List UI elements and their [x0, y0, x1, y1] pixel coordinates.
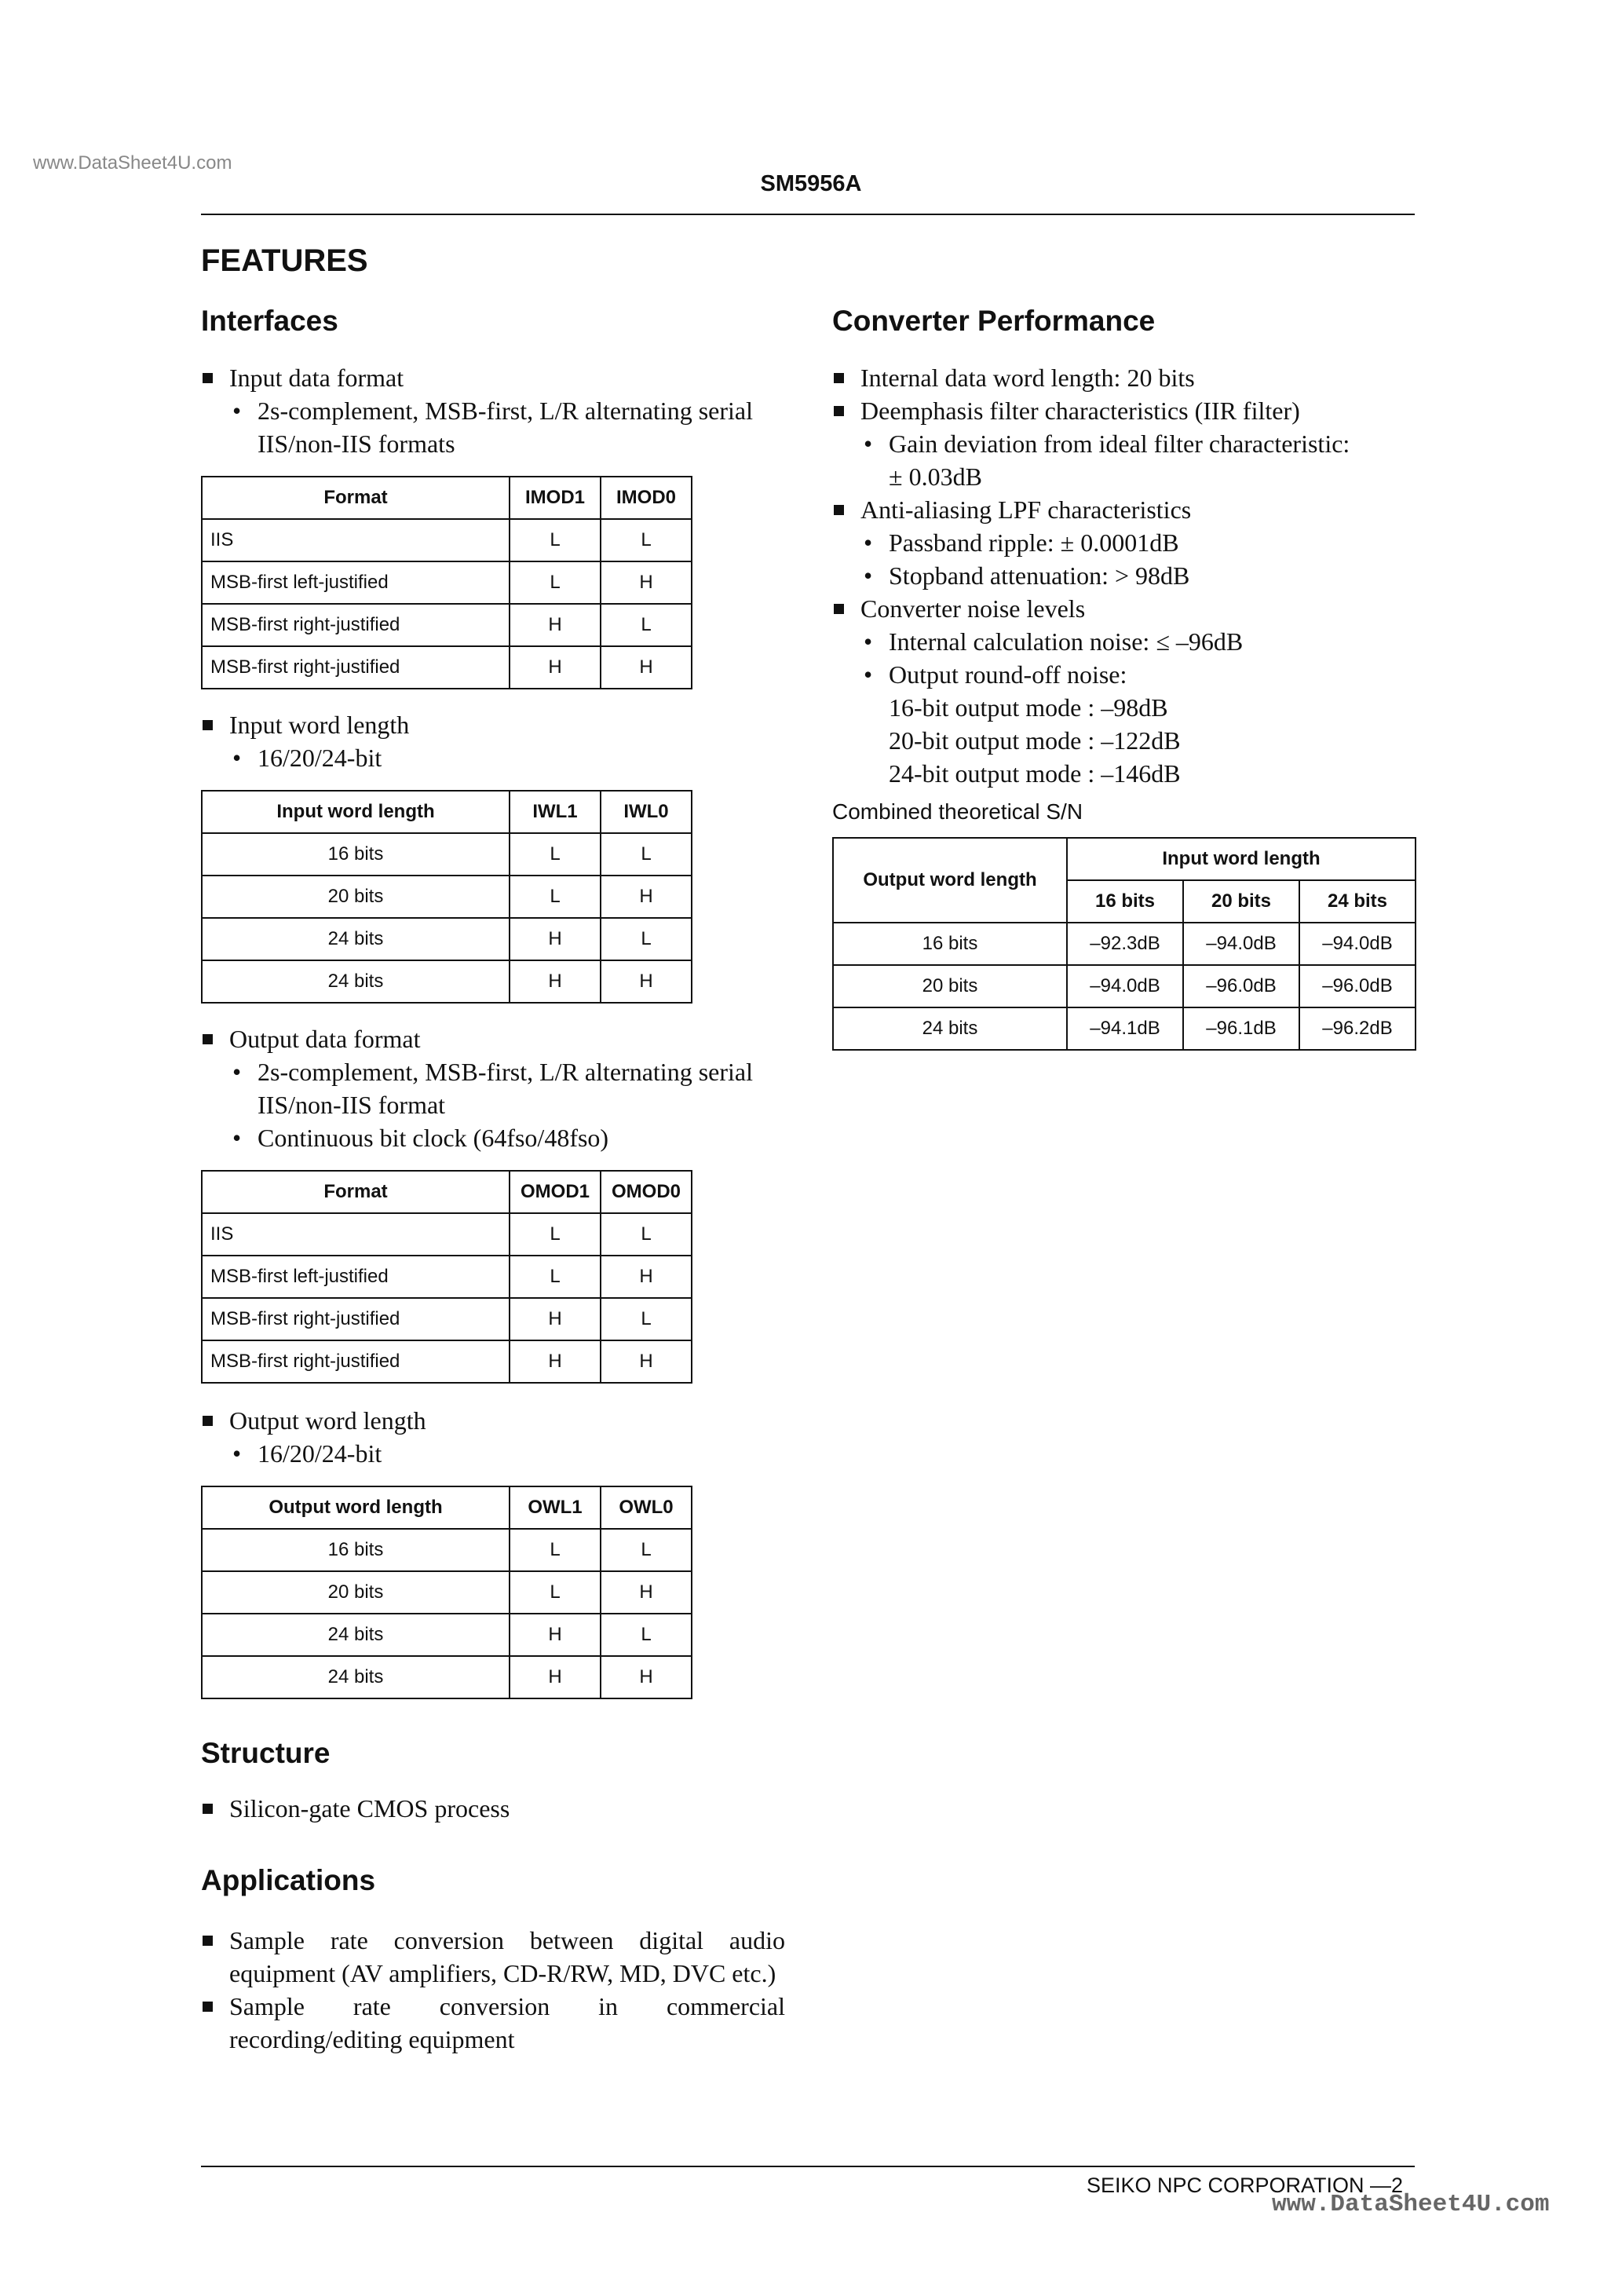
- dot-bullet-icon: •: [232, 397, 242, 425]
- dot-bullet-icon: •: [232, 1058, 242, 1086]
- square-bullet-icon: [203, 373, 213, 383]
- list-item: Sample rate conversion between digital audio equipment (AV amplifiers, CD-R/RW, MD, DVC etc.): [201, 1924, 785, 1990]
- square-bullet-icon: [203, 1416, 213, 1426]
- structure-list: [201, 1792, 785, 1825]
- footer-text: SEIKO NPC CORPORATION —2: [1087, 2174, 1404, 2197]
- dot-bullet-icon: •: [864, 561, 873, 590]
- list-item: Deemphasis filter characteristics (IIR filter) • Gain deviation from ideal filter characteristic: ± 0.03dB: [832, 394, 1413, 493]
- table-row: 16 bits L L: [202, 1529, 692, 1571]
- list-item: Input word length • 16/20/24-bit: [201, 708, 785, 774]
- watermark-top: www.DataSheet4U.com: [33, 152, 232, 174]
- iwl-table: Input word length IWL1 IWL0 16 bits L L 20 bits L H 24 bits H L 24 bits H H: [201, 790, 692, 1004]
- imod-table: Format IMOD1 IMOD0 IIS L L MSB-first left-justified L H MSB-first right-justified H L MSB-first right-justified H H: [201, 476, 692, 689]
- table-row: 24 bits H L: [202, 918, 692, 960]
- square-bullet-icon: [834, 373, 844, 383]
- square-bullet-icon: [834, 505, 844, 515]
- table-row: MSB-first right-justified H H: [202, 1340, 692, 1383]
- table-row: 24 bits –94.1dB –96.1dB –96.2dB: [833, 1007, 1416, 1050]
- input-format-list: [201, 361, 785, 460]
- dot-bullet-icon: •: [232, 1439, 242, 1468]
- table-row: MSB-first left-justified L H: [202, 1256, 692, 1298]
- dot-bullet-icon: •: [864, 430, 873, 458]
- interfaces-heading: Interfaces: [201, 305, 338, 337]
- watermark-bottom: www.DataSheet4U.com: [1272, 2191, 1550, 2218]
- table-row: 16 bits –92.3dB –94.0dB –94.0dB: [833, 923, 1416, 965]
- omod-table: Format OMOD1 OMOD0 IIS L L MSB-first left-justified L H MSB-first right-justified H L MSB-first right-justified H H: [201, 1170, 692, 1384]
- footer-rule: [201, 2166, 1415, 2167]
- table-row: 16 bits L L: [202, 833, 692, 876]
- table-row: MSB-first right-justified H L: [202, 1298, 692, 1340]
- table-row: 24 bits H H: [202, 1656, 692, 1698]
- header-rule: [201, 214, 1415, 215]
- dot-bullet-icon: •: [864, 660, 873, 689]
- table-row: 24 bits H H: [202, 960, 692, 1003]
- table-row: 20 bits –94.0dB –96.0dB –96.0dB: [833, 965, 1416, 1007]
- features-title: FEATURES: [201, 243, 368, 278]
- applications-heading: Applications: [201, 1864, 376, 1896]
- table-row: 24 bits H L: [202, 1614, 692, 1656]
- sn-caption: Combined theoretical S/N: [832, 799, 1083, 824]
- square-bullet-icon: [203, 2002, 213, 2012]
- table-row: IIS L L: [202, 519, 692, 561]
- list-item: Sample rate conversion in commercial recording/editing equipment: [201, 1990, 785, 2056]
- square-bullet-icon: [203, 720, 213, 730]
- square-bullet-icon: [203, 1936, 213, 1946]
- table-row: IIS L L: [202, 1213, 692, 1256]
- structure-heading: Structure: [201, 1737, 331, 1769]
- header-title: SM5956A: [760, 171, 862, 196]
- converter-heading: Converter Performance: [832, 305, 1156, 337]
- owl-table: Output word length OWL1 OWL0 16 bits L L 20 bits L H 24 bits H L 24 bits H H: [201, 1486, 692, 1699]
- list-item: Input data format • 2s-complement, MSB-first, L/R alternating serial IIS/non-IIS formats: [201, 361, 785, 460]
- list-item: Converter noise levels • Internal calculation noise: ≤ –96dB • Output round-off noise: 16-bit output mode : –98dB 20-bit output mode : –122dB 24-bit output mode : –146dB: [832, 592, 1413, 790]
- table-row: MSB-first left-justified L H: [202, 561, 692, 604]
- square-bullet-icon: [203, 1804, 213, 1814]
- list-item: Anti-aliasing LPF characteristics • Passband ripple: ± 0.0001dB • Stopband attenuation: > 98dB: [832, 493, 1413, 592]
- dot-bullet-icon: •: [864, 528, 873, 557]
- list-item: Output data format • 2s-complement, MSB-first, L/R alternating serial IIS/non-IIS format • Continuous bit clock (64fso/48fso): [201, 1022, 785, 1154]
- dot-bullet-icon: •: [232, 744, 242, 772]
- dot-bullet-icon: •: [232, 1124, 242, 1152]
- list-item: Output word length • 16/20/24-bit: [201, 1404, 785, 1470]
- input-word-list: [201, 708, 785, 774]
- applications-list: [201, 1924, 785, 2056]
- output-word-list: [201, 1404, 785, 1470]
- dot-bullet-icon: •: [864, 627, 873, 656]
- square-bullet-icon: [834, 604, 844, 614]
- square-bullet-icon: [203, 1034, 213, 1044]
- square-bullet-icon: [834, 406, 844, 416]
- table-row: 20 bits L H: [202, 1571, 692, 1614]
- output-format-list: [201, 1022, 785, 1154]
- table-row: MSB-first right-justified H H: [202, 646, 692, 689]
- list-item: Internal data word length: 20 bits: [832, 361, 1413, 394]
- list-item: Silicon-gate CMOS process: [201, 1792, 785, 1825]
- converter-list: [832, 361, 1413, 790]
- table-row: 20 bits L H: [202, 876, 692, 918]
- sn-table: Output word length Input word length 16 bits 20 bits 24 bits 16 bits –92.3dB –94.0dB –94.0dB 20 bits –94.0dB –96.0dB –96.0dB 24 bits –94.1dB –96.1dB –96.2dB: [832, 837, 1416, 1051]
- table-row: MSB-first right-justified H L: [202, 604, 692, 646]
